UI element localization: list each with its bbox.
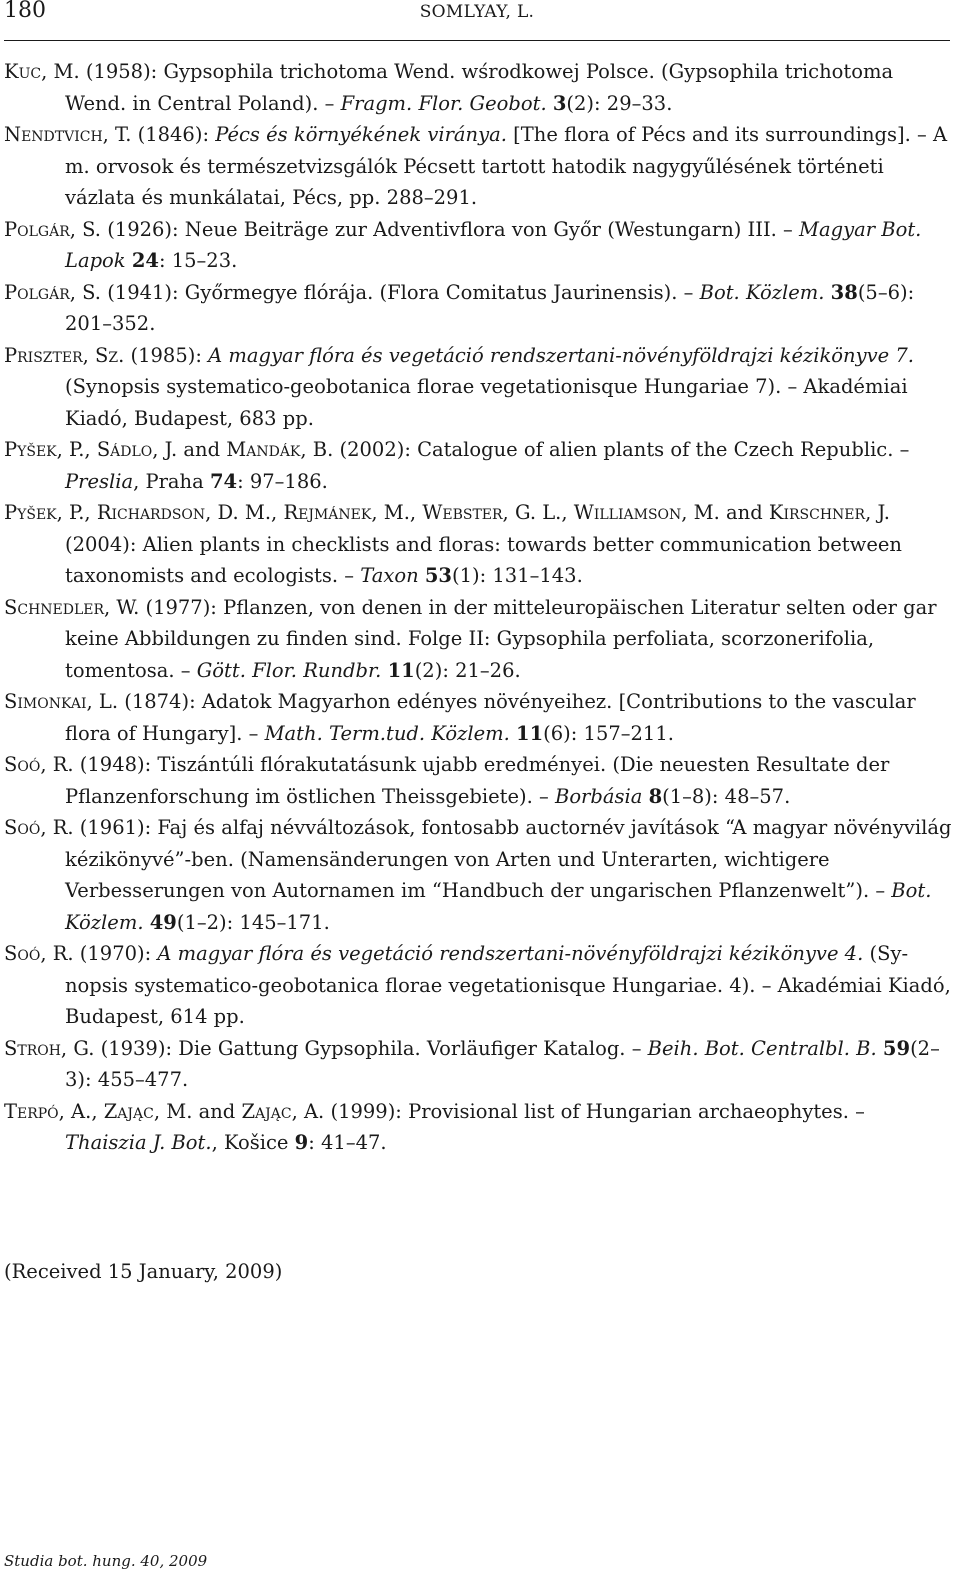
title-italic: A magyar flóra és vegetáció rendszertani-növényföldrajzi kézikönyve 4. (157, 942, 864, 965)
reference-text: , (91, 1099, 104, 1123)
author-name: Soó, R. (4, 816, 74, 839)
reference-entry (4, 119, 952, 214)
reference-text: , (84, 438, 97, 461)
title-italic: A magyar flóra és vegetáció rendszertani-növényföldrajzi kézikönyve 7. (208, 343, 914, 367)
title-italic: Preslia (65, 469, 134, 493)
author-name: Soó, R. (4, 753, 74, 776)
reference-text: , (271, 501, 284, 524)
author-name: Simonkai, L. (4, 690, 119, 713)
volume-number: 8 (648, 784, 663, 808)
reference-entry (4, 56, 952, 119)
reference-entry (4, 277, 952, 340)
author-name: Rejmánek, M. (283, 501, 410, 524)
reference-text: (1–2): 145–171. (176, 910, 330, 934)
reference-entry (4, 497, 952, 592)
reference-text: and (192, 1099, 242, 1123)
reference-entry (4, 434, 952, 497)
reference-text: (1): 131–143. (452, 564, 583, 587)
reference-text: and (719, 501, 769, 524)
reference-text: (6): 157–211. (543, 721, 674, 745)
reference-text: (1970): (73, 942, 158, 965)
reference-text: , Praha (133, 469, 210, 493)
reference-text: : 15–23. (158, 249, 238, 272)
reference-entry (4, 686, 952, 749)
author-name: Richardson, D. M. (96, 501, 272, 524)
author-name: Pyšek, P. (4, 438, 85, 461)
page-header (4, 0, 950, 41)
volume-number: 74 (209, 469, 238, 493)
title-italic: Bot. Közlem. (65, 879, 932, 934)
reference-text: (2002): Catalogue of alien plants of the Czech Republic. – (333, 438, 910, 461)
reference-text: , (84, 501, 97, 524)
author-name: Nendtvich, T. (4, 123, 132, 146)
title-italic: Pécs és környékének viránya. (215, 123, 507, 146)
reference-text: (2): 29–33. (566, 91, 673, 115)
title-italic: Borbásia (554, 784, 643, 808)
reference-text: (1874): Adatok Magyarhon edényes növényeihez. [Contributions to the vascular flora of Hungary]. – (65, 690, 916, 745)
volume-number: 24 (131, 249, 159, 272)
title-italic: Bot. Közlem. (699, 280, 825, 304)
reference-text: (2004): Alien plants in checklists and floras: towards better communication between taxonomists and ecologists. – (65, 532, 902, 587)
journal-footer: Studia bot. hung. 40, 2009 (4, 1552, 208, 1570)
running-head: SOMLYAY, L. (419, 2, 535, 22)
reference-text: (5–6): 201–352. (65, 280, 915, 335)
author-name: Schnedler, W. (4, 595, 140, 619)
reference-text: (1958): Gypsophila trichotoma Wend. wśrodkowej Polsce. (Gypsophila trichotoma Wend. in Central Poland). – (65, 60, 894, 115)
reference-text: and (177, 438, 227, 461)
reference-text: (2–3): 455–477. (65, 1036, 940, 1091)
author-name: Soó, R. (4, 942, 74, 965)
volume-number: 3 (552, 91, 567, 115)
reference-text: , (409, 501, 423, 524)
volume-number: 11 (387, 658, 415, 682)
author-name: Kuc, M. (4, 60, 80, 83)
reference-text: (2): 21–26. (414, 658, 521, 682)
reference-text: : 41–47. (308, 1131, 387, 1154)
author-name: Kirschner, J. (768, 501, 890, 524)
reference-text: [The flora of Pécs and its surroundings]. – A m. orvosok és természetvizsgálók Pécsett tartott hatodik nagygyűlésének történeti vázlata és munkálatai, Pécs, pp. 288–291. (65, 123, 948, 209)
volume-number: 59 (882, 1036, 911, 1060)
title-italic: Magyar Bot. Lapok (65, 217, 922, 272)
page-number: 180 (4, 0, 46, 23)
author-name: Williamson, M. (573, 501, 720, 524)
title-italic: Math. Term.tud. Közlem. (264, 721, 510, 745)
reference-text: , (561, 501, 574, 524)
author-name: Terpó, A. (4, 1099, 92, 1123)
reference-text: (1939): Die Gattung Gypsophila. Vorläufiger Katalog. – (94, 1036, 648, 1060)
volume-number: 38 (830, 280, 858, 304)
title-italic: Thaiszia J. Bot. (65, 1131, 212, 1154)
author-name: Webster, G. L. (422, 501, 562, 524)
reference-entry (4, 340, 952, 435)
title-italic: Taxon (360, 564, 419, 587)
reference-text: (Synopsis systematico-geobotanica florae vegetationisque Hungariae 7). – Akadémiai Kiadó, Budapest, 683 pp. (65, 375, 908, 430)
reference-entry (4, 1033, 952, 1096)
volume-number: 11 (516, 721, 544, 745)
reference-text: (1977): Pflanzen, von denen in der mitteleuropäischen Literatur selten oder gar keine Abbildungen zu finden sind. Folge II: Gypsophila perfoliata, scorzonerifolia, tomentosa. – (65, 595, 937, 682)
received-date: (Received 15 January, 2009) (4, 1260, 283, 1283)
reference-entry (4, 812, 952, 938)
author-name: Zając, A. (241, 1099, 325, 1123)
volume-number: 53 (424, 564, 452, 587)
reference-text: (Synopsis systematico-geobotanica florae vegetationisque Hungariae. 4). – Akadémiai Kiadó, Budapest, 614 pp. (65, 942, 951, 1028)
volume-number: 9 (294, 1131, 309, 1154)
reference-text: (1–8): 48–57. (662, 784, 791, 808)
author-name: Polgár, S. (4, 217, 101, 241)
reference-entry (4, 592, 952, 687)
reference-entry (4, 749, 952, 812)
reference-list (4, 56, 952, 1159)
author-name: Sádlo, J. (96, 438, 178, 461)
reference-text: (1948): Tiszántúli flórakutatásunk ujabb eredményei. (Die neuesten Resultate der Pflanzenforschung im östlichen Theissgebiete). – (65, 753, 890, 808)
reference-entry (4, 214, 952, 277)
reference-text: (1941): Győrmegye flórája. (Flora Comitatus Jaurinensis). – (101, 280, 700, 304)
author-name: Pyšek, P. (4, 501, 85, 524)
author-name: Zając, M. (103, 1099, 193, 1123)
title-italic: Fragm. Flor. Geobot. (340, 91, 547, 115)
reference-text: , Košice (211, 1131, 295, 1154)
reference-text: (1926): Neue Beiträge zur Adventivflora von Győr (Westungarn) III. – (101, 217, 800, 241)
volume-number: 49 (149, 910, 177, 934)
reference-text: (1961): Faj és alfaj névváltozások, fontosabb auctornév javítások “A magyar növényvilág kézikönyvé”-ben. (Namensänderungen von Arten und Unterarten, wichtigere Verbesserungen von Autornamen im “Handbuch der ungarischen Pflanzenwelt”). – (65, 816, 952, 902)
reference-text: (1846): (131, 123, 216, 146)
reference-text: (1985): (124, 343, 209, 367)
title-italic: Gött. Flor. Rundbr. (196, 658, 382, 682)
title-italic: Beih. Bot. Centralbl. B. (647, 1036, 877, 1060)
author-name: Mandák, B. (226, 438, 334, 461)
reference-entry (4, 938, 952, 1033)
author-name: Stroh, G. (4, 1036, 95, 1060)
author-name: Polgár, S. (4, 280, 101, 304)
reference-entry (4, 1096, 952, 1159)
reference-text: : 97–186. (237, 469, 328, 493)
author-name: Priszter, Sz. (4, 343, 125, 367)
reference-text: (1999): Provisional list of Hungarian archaeophytes. – (324, 1099, 865, 1123)
